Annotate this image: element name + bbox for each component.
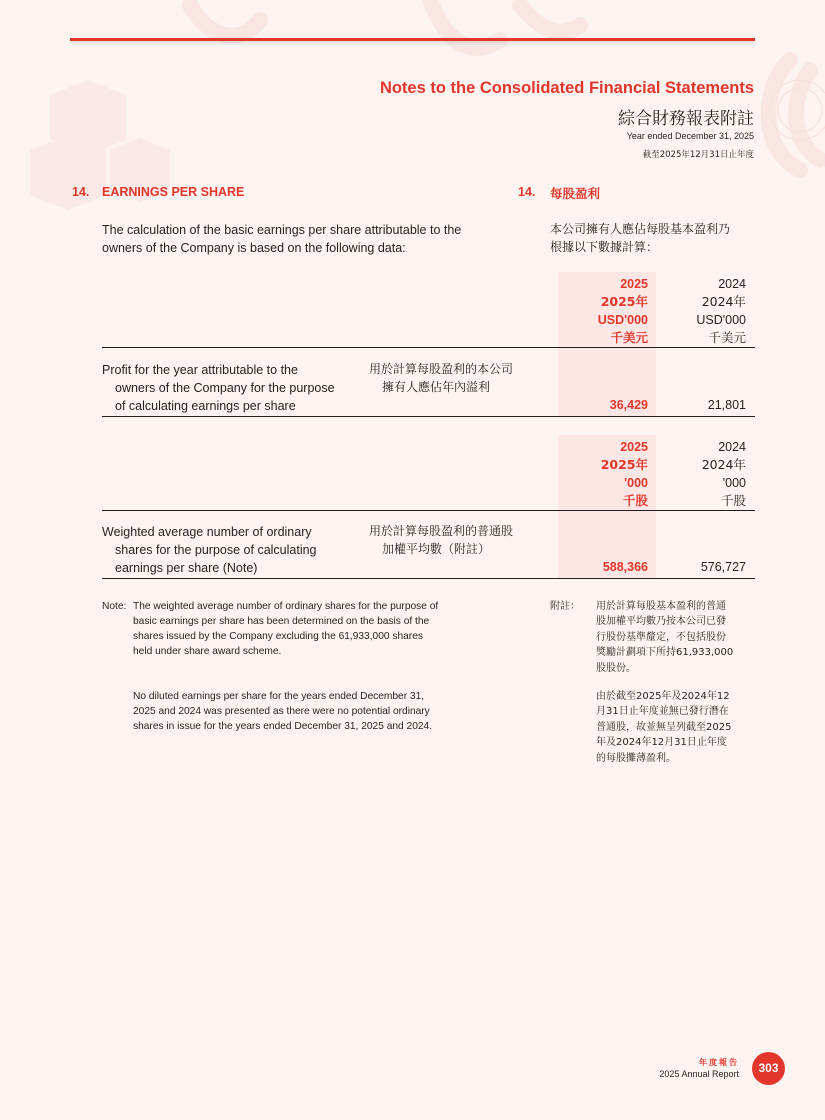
note-paragraph-chinese: 由於截至2025年及2024年12 月31日止年度並無已發行潛在 普通股，故並無呈列截至2025 年及2024年12月31日止年度 的每股攤薄盈利。 <box>596 691 732 764</box>
section-number-chinese: 14. <box>518 185 536 199</box>
row-label: Weighted average number of ordinary shares for the purpose of calculating earnings per share (Note) <box>102 525 317 575</box>
row-label: Profit for the year attributable to the owners of the Company for the purpose of calculating earnings per share <box>102 363 335 413</box>
section-title-chinese: 每股盈利 <box>550 186 601 201</box>
page-title: Notes to the Consolidated Financial Statements <box>379 79 754 97</box>
section-title: EARNINGS PER SHARE <box>102 185 245 199</box>
table-rule <box>102 416 755 417</box>
period-label: Year ended December 31, 2025 <box>626 131 754 141</box>
value-prior: 21,801 <box>707 398 746 412</box>
column-header-prior: 2024 2024年 USD'000 千美元 <box>696 277 746 345</box>
row-label-chinese: 用於計算每股盈利的本公司 擁有人應佔年內溢利 <box>369 362 514 394</box>
row-label-chinese: 用於計算每股盈利的普通股 加權平均數（附註） <box>369 524 514 556</box>
value-current: 36,429 <box>609 398 648 412</box>
table-rule <box>102 578 755 579</box>
footer-report-label: 2025 Annual Report <box>659 1069 739 1079</box>
value-current: 588,366 <box>602 560 648 574</box>
table-rule <box>102 347 755 348</box>
note-paragraph-chinese: 用於計算每股基本盈利的普通 股加權平均數乃按本公司已發 行股份基準釐定，不包括股份 獎勵計劃項下所持61,933,000 股股份。 <box>596 601 734 674</box>
note-label-chinese: 附註： <box>550 601 580 612</box>
table-rule <box>102 510 755 511</box>
page-number-badge: 303 <box>752 1052 785 1085</box>
page-title-chinese: 綜合財務報表附註 <box>618 109 754 129</box>
value-prior: 576,727 <box>700 560 746 574</box>
section-number: 14. <box>72 185 90 199</box>
period-label-chinese: 截至2025年12月31日止年度 <box>642 150 754 160</box>
note-paragraph: No diluted earnings per share for the years ended December 31, 2025 and 2024 was presented as there were no potential ordinary shares in issue for the years ended December 31, 2025 and 2024. <box>133 691 433 732</box>
header-rule <box>70 38 755 41</box>
note-label: Note: <box>102 601 127 612</box>
intro-paragraph: The calculation of the basic earnings per share attributable to the owners of the Company is based on the following data: <box>102 223 462 255</box>
footer-report-label-chinese: 年度報告 <box>699 1058 739 1067</box>
column-header-prior: 2024 2024年 '000 千股 <box>701 440 746 508</box>
intro-paragraph-chinese: 本公司擁有人應佔每股基本盈利乃 根據以下數據計算： <box>550 222 731 254</box>
column-header-current: 2025 2025年 '000 千股 <box>600 440 648 508</box>
column-header-current: 2025 2025年 USD'000 千美元 <box>597 277 648 345</box>
note-paragraph: The weighted average number of ordinary shares for the purpose of basic earnings per share has been determined on the basis of the shares issued by the Company excluding the 61,933,000 shares held under share award scheme. <box>133 601 439 657</box>
